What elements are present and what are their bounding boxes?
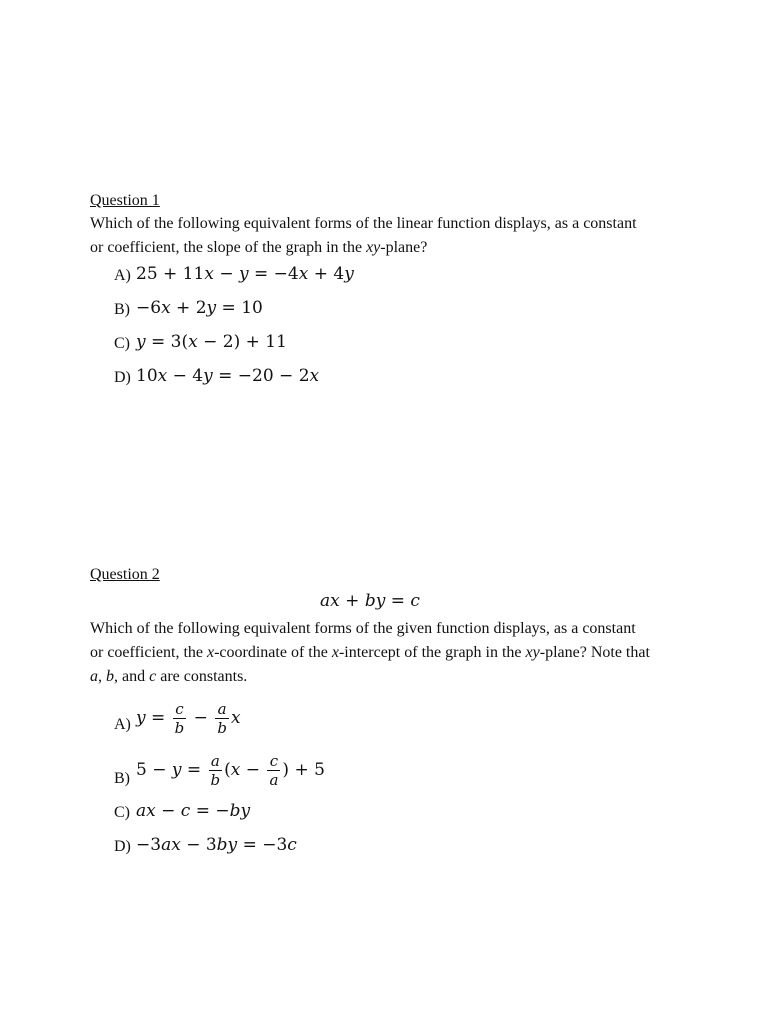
option-equation: ax − c = −by <box>136 801 251 821</box>
fraction: $\frac{a}{b}$ <box>217 700 227 737</box>
text-part-italic: c <box>149 668 157 685</box>
text-part: -plane? <box>380 239 428 256</box>
question-2 <box>90 565 650 859</box>
option-d <box>90 356 650 390</box>
option-c <box>90 791 650 825</box>
option-c <box>90 322 650 356</box>
text-part: -plane? Note that <box>539 644 650 661</box>
question-2-title: Question 2 <box>90 566 160 583</box>
text-part: , <box>98 668 106 685</box>
option-equation: y = 3(x − 2) + 11 <box>136 332 287 352</box>
option-label: B) <box>114 770 130 787</box>
text-part-italic: a <box>90 668 98 685</box>
option-equation: −6x + 2y = 10 <box>136 298 263 318</box>
option-equation: −3ax − 3by = −3c <box>136 835 297 855</box>
text-part: Which of the following equivalent forms of the linear function displays, as a constant or coefficient, the slope of the graph in the <box>90 215 637 256</box>
option-equation: 5 − y = $\frac{a}{b}$ (x − $\frac{c}{a}$ ) + 5 <box>136 752 325 789</box>
option-label: C) <box>114 804 130 821</box>
given-equation: ax + by = c <box>320 591 420 611</box>
text-part: Which of the following equivalent forms of the given function displays, as a constant or coefficient, the <box>90 620 636 661</box>
option-label: D) <box>114 369 131 386</box>
option-equation: 25 + 11x − y = −4x + 4y <box>136 264 354 284</box>
text-part: , and <box>114 668 150 685</box>
option-label: C) <box>114 335 130 352</box>
option-b <box>90 737 650 791</box>
text-part: are constants. <box>156 668 248 685</box>
question-2-text <box>90 617 650 689</box>
option-a <box>90 689 650 737</box>
text-part-italic: x <box>331 644 339 661</box>
option-equation: y = $\frac{c}{b}$ − $\frac{a}{b}$ x <box>136 700 241 737</box>
fraction: $\frac{a}{b}$ <box>210 752 221 789</box>
option-equation: 10x − 4y = −20 − 2x <box>136 366 320 386</box>
option-b <box>90 288 650 322</box>
option-label: B) <box>114 301 130 318</box>
option-d <box>90 825 650 859</box>
option-label: A) <box>114 267 131 284</box>
option-label: D) <box>114 838 131 855</box>
text-part-italic: xy <box>525 644 540 661</box>
question-2-options <box>90 689 650 859</box>
question-1-options <box>90 260 650 390</box>
text-part-italic: xy <box>366 239 381 256</box>
option-a <box>90 260 650 288</box>
fraction: $\frac{c}{a}$ <box>269 752 279 789</box>
text-part: -intercept of the graph in the <box>338 644 526 661</box>
question-1-text <box>90 212 650 260</box>
text-part: -coordinate of the <box>214 644 332 661</box>
option-label: A) <box>114 716 131 733</box>
fraction: $\frac{c}{b}$ <box>174 700 185 737</box>
question-1-title: Question 1 <box>90 192 160 209</box>
question-1 <box>90 191 650 390</box>
text-part-italic: b <box>106 668 114 685</box>
text-part-italic: x <box>206 644 215 661</box>
